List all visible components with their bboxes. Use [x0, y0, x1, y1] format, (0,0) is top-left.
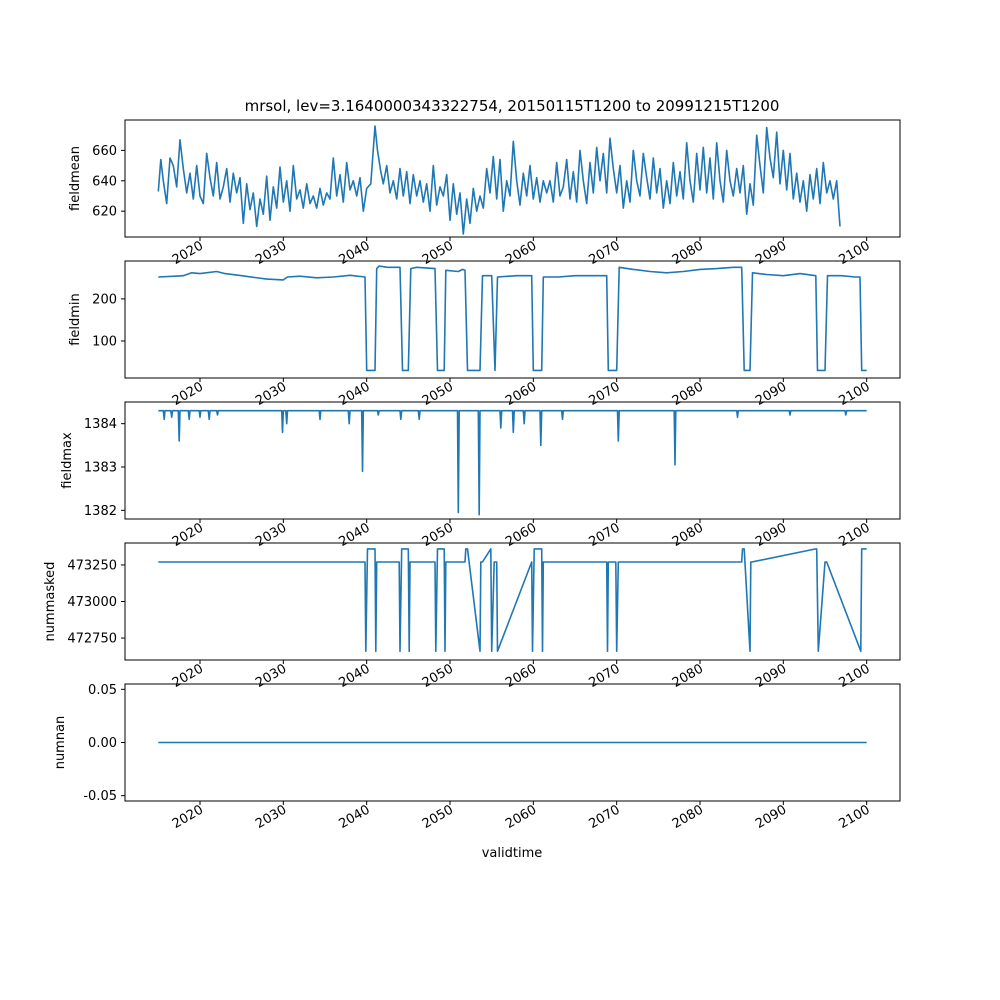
x-tick-label: 2030 [253, 379, 290, 410]
panel-fieldmin [68, 261, 900, 409]
x-tick-label: 2080 [669, 661, 706, 692]
y-tick-label: 473250 [67, 558, 117, 574]
x-tick-label: 2060 [503, 238, 540, 269]
panel-numnan [53, 683, 900, 832]
x-tick-label: 2100 [836, 661, 873, 692]
x-tick-label: 2020 [169, 802, 206, 833]
x-tick-label: 2030 [253, 802, 290, 833]
x-tick-label: 2040 [336, 379, 373, 410]
x-tick-label: 2070 [586, 802, 623, 833]
series-line-nummasked [158, 549, 866, 651]
x-tick-label: 2040 [336, 238, 373, 269]
x-tick-label: 2090 [753, 379, 790, 410]
axes-frame [125, 120, 900, 237]
y-axis-label: fieldmean [68, 146, 83, 211]
y-axis-label: nummasked [43, 561, 58, 642]
x-tick-label: 2060 [503, 661, 540, 692]
panel-fieldmax [60, 402, 900, 550]
chart-title: mrsol, lev=3.1640000343322754, 20150115T1200 to 20991215T1200 [244, 97, 780, 115]
x-tick-label: 2060 [503, 520, 540, 551]
y-tick-label: 472750 [67, 631, 117, 647]
x-tick-label: 2060 [503, 802, 540, 833]
y-tick-label: 1382 [83, 503, 117, 519]
y-tick-label: 640 [92, 174, 117, 190]
x-tick-label: 2040 [336, 520, 373, 551]
series-line-fieldmean [158, 126, 840, 234]
x-tick-label: 2090 [753, 661, 790, 692]
y-tick-label: 0.00 [88, 736, 117, 751]
x-tick-label: 2020 [169, 520, 206, 551]
y-tick-label: 473000 [67, 595, 117, 610]
y-tick-label: 200 [92, 292, 117, 308]
x-tick-label: 2080 [669, 520, 706, 551]
x-axis-label: validtime [481, 846, 543, 861]
y-axis-label: numnan [53, 715, 68, 770]
x-tick-label: 2050 [419, 238, 456, 269]
x-tick-label: 2080 [669, 802, 706, 833]
x-tick-label: 2020 [169, 661, 206, 692]
x-tick-label: 2100 [836, 520, 873, 551]
x-tick-label: 2020 [169, 238, 206, 269]
x-tick-label: 2040 [336, 802, 373, 833]
series-line-fieldmax [158, 411, 866, 515]
x-tick-label: 2070 [586, 520, 623, 551]
panel-fieldmean [68, 120, 900, 268]
x-tick-label: 2060 [503, 379, 540, 410]
axes-frame [125, 543, 900, 660]
y-tick-label: 1383 [83, 460, 117, 476]
x-tick-label: 2040 [336, 661, 373, 692]
x-tick-label: 2080 [669, 379, 706, 410]
x-tick-label: 2090 [753, 802, 790, 833]
y-tick-label: 1384 [83, 417, 117, 433]
x-tick-label: 2030 [253, 661, 290, 692]
axes-frame [125, 261, 900, 378]
x-tick-label: 2050 [419, 661, 456, 692]
y-tick-label: 100 [92, 334, 117, 350]
x-tick-label: 2020 [169, 379, 206, 410]
x-tick-label: 2100 [836, 238, 873, 269]
x-tick-label: 2070 [586, 661, 623, 692]
x-tick-label: 2090 [753, 238, 790, 269]
y-tick-label: 620 [92, 204, 117, 220]
x-tick-label: 2100 [836, 379, 873, 410]
x-tick-label: 2080 [669, 238, 706, 269]
x-tick-label: 2050 [419, 520, 456, 551]
x-tick-label: 2070 [586, 238, 623, 269]
x-tick-label: 2070 [586, 379, 623, 410]
y-axis-label: fieldmin [68, 293, 83, 346]
x-tick-label: 2100 [836, 802, 873, 833]
x-tick-label: 2050 [419, 379, 456, 410]
y-axis-label: fieldmax [60, 432, 75, 489]
y-tick-label: 0.05 [88, 682, 117, 698]
panel-nummasked [43, 543, 900, 691]
y-tick-label: 660 [92, 143, 117, 159]
series-line-fieldmin [158, 266, 866, 370]
x-tick-label: 2030 [253, 520, 290, 551]
x-tick-label: 2090 [753, 520, 790, 551]
y-tick-label: -0.05 [83, 789, 117, 805]
x-tick-label: 2050 [419, 802, 456, 833]
x-tick-label: 2030 [253, 238, 290, 269]
